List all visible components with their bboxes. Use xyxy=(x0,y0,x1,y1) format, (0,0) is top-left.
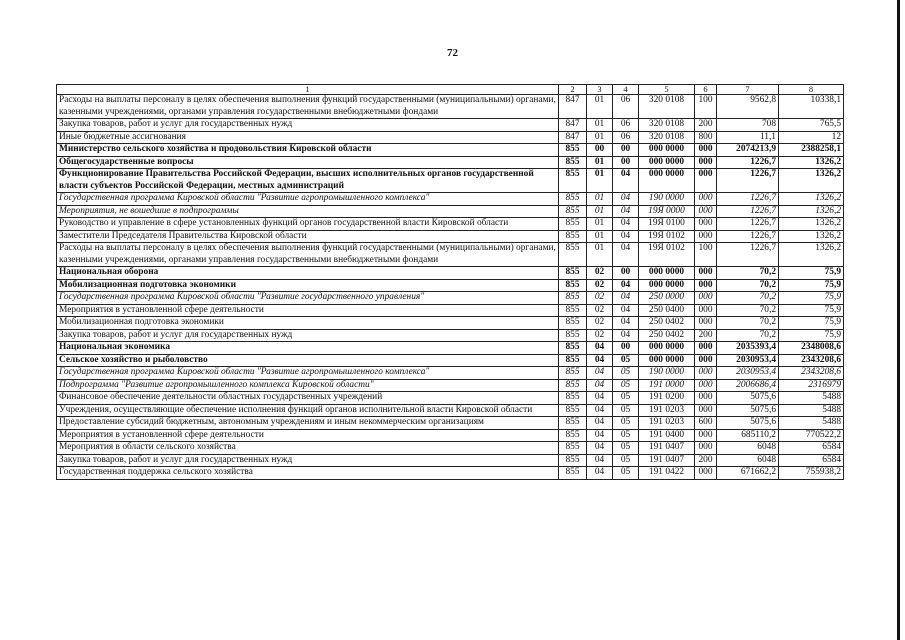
cell-name: Министерство сельского хозяйства и продовольствия Кировской области xyxy=(57,144,559,157)
table-row xyxy=(57,95,844,119)
header-cell: 1 xyxy=(57,85,559,95)
cell-expense-type: 200 xyxy=(695,454,717,467)
cell-section: 01 xyxy=(587,193,613,206)
cell-target-code: 320 0108 xyxy=(639,119,695,132)
cell-expense-type: 000 xyxy=(695,354,717,367)
cell-ministry-code: 855 xyxy=(559,429,587,442)
cell-name: Национальная оборона xyxy=(57,267,559,280)
cell-name: Государственная программа Кировской области "Развитие государственного управления" xyxy=(57,292,559,305)
cell-section: 04 xyxy=(587,404,613,417)
cell-amount-year2: 2343208,6 xyxy=(779,354,844,367)
cell-section: 02 xyxy=(587,329,613,342)
cell-name: Финансовое обеспечение деятельности областных государственных учреждений xyxy=(57,392,559,405)
cell-amount-year2: 1326,2 xyxy=(779,193,844,206)
cell-amount-year2: 1326,2 xyxy=(779,169,844,193)
table-row xyxy=(57,467,844,480)
cell-subsection: 06 xyxy=(613,95,639,119)
cell-target-code: 000 0000 xyxy=(639,169,695,193)
cell-section: 01 xyxy=(587,205,613,218)
cell-expense-type: 000 xyxy=(695,342,717,355)
cell-amount-year2: 2343208,6 xyxy=(779,367,844,380)
cell-section: 04 xyxy=(587,392,613,405)
cell-name: Общегосударственные вопросы xyxy=(57,156,559,169)
table-row xyxy=(57,156,844,169)
cell-target-code: 19Я 0102 xyxy=(639,243,695,267)
cell-ministry-code: 855 xyxy=(559,367,587,380)
cell-ministry-code: 855 xyxy=(559,354,587,367)
cell-expense-type: 100 xyxy=(695,243,717,267)
cell-name: Расходы на выплаты персоналу в целях обеспечения выполнения функций государственными (муниципальными) органами, казенными учреждениями, органами управления государственными внебюджетными фондами xyxy=(57,243,559,267)
table-row xyxy=(57,442,844,455)
cell-ministry-code: 847 xyxy=(559,119,587,132)
table-row xyxy=(57,205,844,218)
cell-expense-type: 000 xyxy=(695,169,717,193)
cell-subsection: 04 xyxy=(613,205,639,218)
cell-expense-type: 000 xyxy=(695,292,717,305)
table-row xyxy=(57,169,844,193)
cell-amount-year2: 75,9 xyxy=(779,292,844,305)
table-row xyxy=(57,193,844,206)
cell-amount-year2: 5488 xyxy=(779,392,844,405)
cell-subsection: 00 xyxy=(613,144,639,157)
cell-subsection: 05 xyxy=(613,354,639,367)
cell-target-code: 191 0203 xyxy=(639,417,695,430)
cell-amount-year2: 1326,2 xyxy=(779,243,844,267)
cell-amount-year1: 6048 xyxy=(717,454,779,467)
cell-name: Государственная программа Кировской области "Развитие агропромышленного комплекса" xyxy=(57,193,559,206)
cell-amount-year1: 2030953,4 xyxy=(717,354,779,367)
cell-section: 02 xyxy=(587,317,613,330)
cell-section: 02 xyxy=(587,279,613,292)
cell-expense-type: 000 xyxy=(695,442,717,455)
cell-amount-year1: 1226,7 xyxy=(717,193,779,206)
cell-amount-year2: 765,5 xyxy=(779,119,844,132)
cell-amount-year1: 11,1 xyxy=(717,131,779,144)
table-row xyxy=(57,243,844,267)
table-header-row xyxy=(57,85,844,95)
cell-amount-year2: 2316979 xyxy=(779,379,844,392)
cell-subsection: 05 xyxy=(613,417,639,430)
cell-expense-type: 000 xyxy=(695,367,717,380)
cell-section: 02 xyxy=(587,304,613,317)
cell-section: 04 xyxy=(587,379,613,392)
cell-amount-year2: 75,9 xyxy=(779,329,844,342)
table-row xyxy=(57,342,844,355)
cell-subsection: 04 xyxy=(613,329,639,342)
cell-target-code: 190 0000 xyxy=(639,193,695,206)
cell-section: 04 xyxy=(587,454,613,467)
cell-name: Национальная экономика xyxy=(57,342,559,355)
cell-target-code: 250 0000 xyxy=(639,292,695,305)
cell-ministry-code: 855 xyxy=(559,329,587,342)
table-row xyxy=(57,379,844,392)
table-row xyxy=(57,279,844,292)
cell-subsection: 04 xyxy=(613,243,639,267)
cell-subsection: 04 xyxy=(613,230,639,243)
cell-name: Предоставление субсидий бюджетным, автономным учреждениям и иным некоммерческим организациям xyxy=(57,417,559,430)
cell-subsection: 04 xyxy=(613,292,639,305)
header-cell: 3 xyxy=(587,85,613,95)
header-cell: 5 xyxy=(639,85,695,95)
cell-subsection: 05 xyxy=(613,429,639,442)
cell-ministry-code: 855 xyxy=(559,292,587,305)
cell-expense-type: 600 xyxy=(695,417,717,430)
cell-subsection: 05 xyxy=(613,454,639,467)
header-cell: 4 xyxy=(613,85,639,95)
table-row xyxy=(57,454,844,467)
cell-ministry-code: 855 xyxy=(559,392,587,405)
cell-amount-year1: 2035393,4 xyxy=(717,342,779,355)
cell-name: Учреждения, осуществляющие обеспечение исполнения функций органов исполнительной власти Кировской области xyxy=(57,404,559,417)
cell-name: Функционирование Правительства Российской Федерации, высших исполнительных органов государственной власти субъектов Российской Федерации, местных администраций xyxy=(57,169,559,193)
cell-expense-type: 000 xyxy=(695,230,717,243)
cell-amount-year1: 708 xyxy=(717,119,779,132)
cell-amount-year1: 70,2 xyxy=(717,329,779,342)
cell-ministry-code: 855 xyxy=(559,193,587,206)
cell-section: 04 xyxy=(587,429,613,442)
cell-name: Заместители Председателя Правительства Кировской области xyxy=(57,230,559,243)
cell-ministry-code: 855 xyxy=(559,156,587,169)
table-row xyxy=(57,267,844,280)
cell-section: 04 xyxy=(587,467,613,480)
cell-amount-year1: 1226,7 xyxy=(717,156,779,169)
cell-target-code: 191 0400 xyxy=(639,429,695,442)
cell-amount-year2: 75,9 xyxy=(779,304,844,317)
cell-amount-year2: 6584 xyxy=(779,442,844,455)
cell-section: 01 xyxy=(587,218,613,231)
cell-amount-year2: 5488 xyxy=(779,404,844,417)
cell-ministry-code: 855 xyxy=(559,218,587,231)
table-row xyxy=(57,404,844,417)
cell-subsection: 04 xyxy=(613,317,639,330)
cell-name: Мероприятия в области сельского хозяйства xyxy=(57,442,559,455)
cell-expense-type: 200 xyxy=(695,119,717,132)
cell-subsection: 00 xyxy=(613,156,639,169)
cell-amount-year2: 770522,2 xyxy=(779,429,844,442)
table-row xyxy=(57,354,844,367)
cell-expense-type: 000 xyxy=(695,404,717,417)
cell-expense-type: 000 xyxy=(695,193,717,206)
table-row xyxy=(57,119,844,132)
cell-name: Подпрограмма "Развитие агропромышленного комплекса Кировской области" xyxy=(57,379,559,392)
cell-amount-year1: 1226,7 xyxy=(717,243,779,267)
cell-expense-type: 000 xyxy=(695,304,717,317)
cell-subsection: 05 xyxy=(613,392,639,405)
cell-subsection: 05 xyxy=(613,404,639,417)
cell-amount-year1: 5075,6 xyxy=(717,392,779,405)
cell-ministry-code: 847 xyxy=(559,95,587,119)
cell-name: Расходы на выплаты персоналу в целях обеспечения выполнения функций государственными (муниципальными) органами, казенными учреждениями, органами управления государственными внебюджетными фондами xyxy=(57,95,559,119)
cell-amount-year1: 70,2 xyxy=(717,292,779,305)
table-row xyxy=(57,417,844,430)
cell-section: 00 xyxy=(587,144,613,157)
cell-amount-year1: 70,2 xyxy=(717,304,779,317)
cell-amount-year2: 6584 xyxy=(779,454,844,467)
cell-target-code: 191 0200 xyxy=(639,392,695,405)
cell-expense-type: 000 xyxy=(695,379,717,392)
cell-expense-type: 000 xyxy=(695,156,717,169)
cell-ministry-code: 855 xyxy=(559,205,587,218)
table-row xyxy=(57,131,844,144)
cell-target-code: 191 0203 xyxy=(639,404,695,417)
header-cell: 2 xyxy=(559,85,587,95)
table-row xyxy=(57,329,844,342)
cell-target-code: 191 0407 xyxy=(639,454,695,467)
table-row xyxy=(57,367,844,380)
cell-name: Мероприятия, не вошедшие в подпрограммы xyxy=(57,205,559,218)
cell-expense-type: 000 xyxy=(695,205,717,218)
cell-ministry-code: 855 xyxy=(559,144,587,157)
cell-amount-year1: 671662,2 xyxy=(717,467,779,480)
table-row xyxy=(57,292,844,305)
cell-ministry-code: 855 xyxy=(559,379,587,392)
cell-ministry-code: 855 xyxy=(559,304,587,317)
cell-amount-year2: 5488 xyxy=(779,417,844,430)
cell-amount-year1: 70,2 xyxy=(717,279,779,292)
cell-ministry-code: 855 xyxy=(559,267,587,280)
cell-target-code: 191 0407 xyxy=(639,442,695,455)
cell-target-code: 000 0000 xyxy=(639,354,695,367)
cell-target-code: 190 0000 xyxy=(639,367,695,380)
cell-section: 02 xyxy=(587,292,613,305)
cell-section: 04 xyxy=(587,354,613,367)
cell-name: Мероприятия в установленной сфере деятельности xyxy=(57,429,559,442)
budget-table xyxy=(56,84,844,480)
cell-name: Руководство и управление в сфере установленных функций органов государственной власти Кировской области xyxy=(57,218,559,231)
cell-section: 01 xyxy=(587,243,613,267)
cell-amount-year2: 75,9 xyxy=(779,279,844,292)
cell-section: 01 xyxy=(587,156,613,169)
cell-expense-type: 000 xyxy=(695,267,717,280)
cell-section: 01 xyxy=(587,119,613,132)
table-row xyxy=(57,392,844,405)
cell-amount-year1: 9562,8 xyxy=(717,95,779,119)
cell-section: 04 xyxy=(587,367,613,380)
cell-target-code: 191 0422 xyxy=(639,467,695,480)
cell-amount-year1: 6048 xyxy=(717,442,779,455)
cell-ministry-code: 855 xyxy=(559,342,587,355)
cell-subsection: 04 xyxy=(613,279,639,292)
cell-expense-type: 000 xyxy=(695,467,717,480)
cell-amount-year1: 2006686,4 xyxy=(717,379,779,392)
cell-amount-year2: 755938,2 xyxy=(779,467,844,480)
cell-ministry-code: 855 xyxy=(559,454,587,467)
cell-target-code: 000 0000 xyxy=(639,144,695,157)
cell-amount-year2: 1326,2 xyxy=(779,205,844,218)
cell-subsection: 04 xyxy=(613,193,639,206)
cell-ministry-code: 855 xyxy=(559,417,587,430)
cell-target-code: 320 0108 xyxy=(639,131,695,144)
cell-name: Государственная программа Кировской области "Развитие агропромышленного комплекса" xyxy=(57,367,559,380)
cell-target-code: 19Я 0000 xyxy=(639,205,695,218)
cell-amount-year2: 1326,2 xyxy=(779,156,844,169)
cell-section: 01 xyxy=(587,230,613,243)
cell-name: Закупка товаров, работ и услуг для государственных нужд xyxy=(57,454,559,467)
cell-target-code: 19Я 0102 xyxy=(639,230,695,243)
cell-ministry-code: 855 xyxy=(559,467,587,480)
table-row xyxy=(57,144,844,157)
cell-name: Мероприятия в установленной сфере деятельности xyxy=(57,304,559,317)
cell-amount-year2: 2388258,1 xyxy=(779,144,844,157)
table-row xyxy=(57,230,844,243)
cell-subsection: 00 xyxy=(613,342,639,355)
cell-target-code: 000 0000 xyxy=(639,267,695,280)
cell-target-code: 000 0000 xyxy=(639,156,695,169)
cell-amount-year2: 10338,1 xyxy=(779,95,844,119)
table-row xyxy=(57,317,844,330)
cell-name: Закупка товаров, работ и услуг для государственных нужд xyxy=(57,329,559,342)
cell-expense-type: 000 xyxy=(695,279,717,292)
cell-name: Мобилизационная подготовка экономики xyxy=(57,279,559,292)
cell-expense-type: 100 xyxy=(695,95,717,119)
cell-amount-year1: 2074213,9 xyxy=(717,144,779,157)
cell-subsection: 00 xyxy=(613,267,639,280)
table-row xyxy=(57,429,844,442)
cell-name: Сельское хозяйство и рыболовство xyxy=(57,354,559,367)
cell-amount-year2: 75,9 xyxy=(779,317,844,330)
cell-amount-year1: 70,2 xyxy=(717,267,779,280)
cell-expense-type: 000 xyxy=(695,429,717,442)
cell-expense-type: 000 xyxy=(695,317,717,330)
header-cell: 7 xyxy=(717,85,779,95)
cell-name: Мобилизационная подготовка экономики xyxy=(57,317,559,330)
cell-amount-year2: 12 xyxy=(779,131,844,144)
table-row xyxy=(57,218,844,231)
cell-target-code: 250 0402 xyxy=(639,329,695,342)
cell-target-code: 250 0402 xyxy=(639,317,695,330)
cell-ministry-code: 855 xyxy=(559,169,587,193)
cell-amount-year1: 1226,7 xyxy=(717,230,779,243)
cell-subsection: 05 xyxy=(613,367,639,380)
cell-target-code: 320 0108 xyxy=(639,95,695,119)
cell-amount-year2: 75,9 xyxy=(779,267,844,280)
cell-amount-year2: 1326,2 xyxy=(779,230,844,243)
cell-section: 04 xyxy=(587,342,613,355)
cell-section: 01 xyxy=(587,169,613,193)
cell-ministry-code: 855 xyxy=(559,442,587,455)
cell-subsection: 04 xyxy=(613,304,639,317)
cell-expense-type: 000 xyxy=(695,144,717,157)
cell-amount-year1: 5075,6 xyxy=(717,417,779,430)
cell-expense-type: 000 xyxy=(695,218,717,231)
header-cell: 6 xyxy=(695,85,717,95)
cell-expense-type: 200 xyxy=(695,329,717,342)
cell-amount-year1: 1226,7 xyxy=(717,218,779,231)
cell-ministry-code: 847 xyxy=(559,131,587,144)
cell-amount-year1: 1226,7 xyxy=(717,205,779,218)
cell-subsection: 04 xyxy=(613,218,639,231)
cell-target-code: 000 0000 xyxy=(639,342,695,355)
cell-name: Закупка товаров, работ и услуг для государственных нужд xyxy=(57,119,559,132)
cell-amount-year1: 70,2 xyxy=(717,317,779,330)
cell-amount-year1: 5075,6 xyxy=(717,404,779,417)
cell-subsection: 04 xyxy=(613,169,639,193)
cell-amount-year2: 1326,2 xyxy=(779,218,844,231)
cell-section: 04 xyxy=(587,417,613,430)
cell-name: Государственная поддержка сельского хозяйства xyxy=(57,467,559,480)
cell-ministry-code: 855 xyxy=(559,317,587,330)
cell-target-code: 250 0400 xyxy=(639,304,695,317)
cell-expense-type: 000 xyxy=(695,392,717,405)
cell-ministry-code: 855 xyxy=(559,243,587,267)
cell-section: 01 xyxy=(587,131,613,144)
cell-amount-year2: 2348008,6 xyxy=(779,342,844,355)
cell-target-code: 000 0000 xyxy=(639,279,695,292)
page-edge-shadow xyxy=(897,0,900,640)
cell-amount-year1: 1226,7 xyxy=(717,169,779,193)
cell-subsection: 05 xyxy=(613,442,639,455)
header-cell: 8 xyxy=(779,85,844,95)
cell-ministry-code: 855 xyxy=(559,279,587,292)
cell-subsection: 06 xyxy=(613,131,639,144)
cell-name: Иные бюджетные ассигнования xyxy=(57,131,559,144)
cell-subsection: 06 xyxy=(613,119,639,132)
page-number: 72 xyxy=(447,47,458,59)
cell-section: 02 xyxy=(587,267,613,280)
cell-section: 04 xyxy=(587,442,613,455)
cell-target-code: 191 0000 xyxy=(639,379,695,392)
cell-ministry-code: 855 xyxy=(559,404,587,417)
cell-subsection: 05 xyxy=(613,467,639,480)
cell-amount-year1: 2030953,4 xyxy=(717,367,779,380)
cell-amount-year1: 685110,2 xyxy=(717,429,779,442)
cell-target-code: 19Я 0100 xyxy=(639,218,695,231)
cell-section: 01 xyxy=(587,95,613,119)
cell-subsection: 05 xyxy=(613,379,639,392)
table-row xyxy=(57,304,844,317)
cell-expense-type: 800 xyxy=(695,131,717,144)
cell-ministry-code: 855 xyxy=(559,230,587,243)
